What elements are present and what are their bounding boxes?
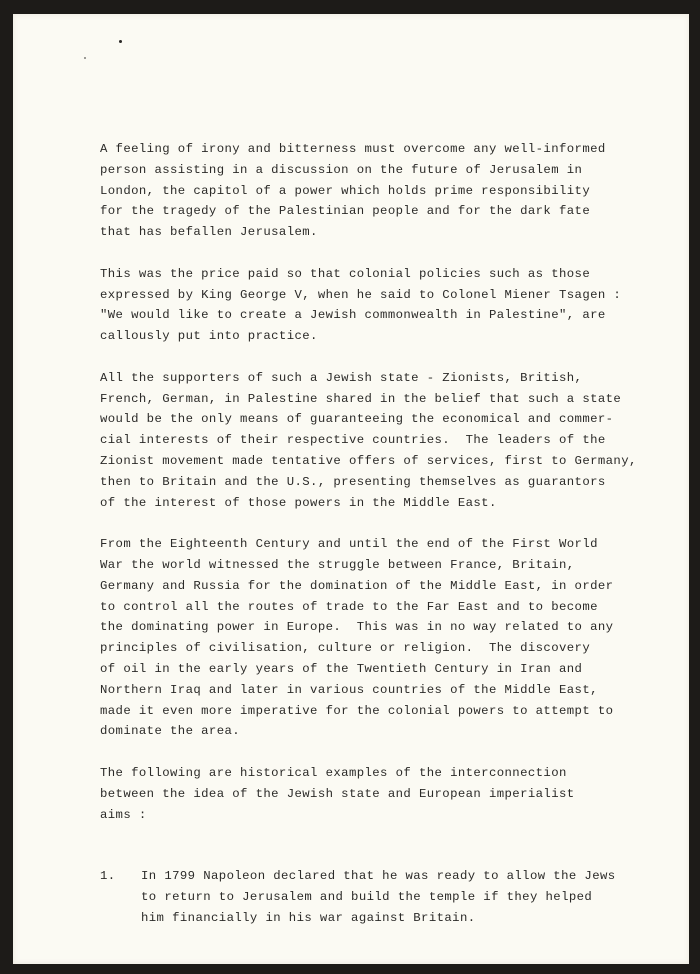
text-line: In 1799 Napoleon declared that he was ready to allow the Jews <box>141 869 616 884</box>
text-line: principles of civilisation, culture or religion. The discovery <box>100 641 591 656</box>
numbered-list-item <box>100 866 670 928</box>
text-line: Germany and Russia for the domination of the Middle East, in order <box>100 578 614 593</box>
text-line: to control all the routes of trade to the Far East and to become <box>100 599 598 614</box>
text-line: A feeling of irony and bitterness must overcome any well-informed <box>100 142 606 156</box>
text-line: cial interests of their respective countries. The leaders of the <box>100 433 606 448</box>
ink-speck <box>84 57 86 59</box>
paragraph <box>100 139 670 243</box>
text-line: War the world witnessed the struggle between France, Britain, <box>100 557 575 572</box>
text-line: The following are historical examples of the interconnection <box>100 765 567 780</box>
text-line: that has befallen Jerusalem. <box>100 225 318 240</box>
list-number: 1. <box>100 869 116 884</box>
text-line: From the Eighteenth Century and until the end of the First World <box>100 537 598 552</box>
text-line: Zionist movement made tentative offers of services, first to Germany, <box>100 453 637 468</box>
text-line: then to Britain and the U.S., presenting themselves as guarantors <box>100 474 606 489</box>
text-line: to return to Jerusalem and build the temple if they helped <box>141 890 593 905</box>
paragraph <box>100 763 670 825</box>
text-line: callously put into practice. <box>100 329 318 344</box>
text-line: the dominating power in Europe. This was in no way related to any <box>100 620 614 635</box>
text-line: of oil in the early years of the Twentieth Century in Iran and <box>100 661 583 676</box>
list-item-body <box>141 866 670 928</box>
text-line: aims : <box>100 807 147 822</box>
text-line: of the interest of those powers in the Middle East. <box>100 495 497 510</box>
paragraph <box>100 534 670 742</box>
text-line: made it even more imperative for the colonial powers to attempt to <box>100 703 614 718</box>
text-line: French, German, in Palestine shared in the belief that such a state <box>100 391 622 406</box>
paragraph <box>100 368 670 514</box>
paragraph <box>100 264 670 347</box>
text-line: All the supporters of such a Jewish state - Zionists, British, <box>100 370 583 385</box>
text-line: for the tragedy of the Palestinian people and for the dark fate <box>100 204 591 219</box>
document-body <box>100 139 670 929</box>
text-line: between the idea of the Jewish state and European imperialist <box>100 786 575 801</box>
text-line: him financially in his war against Britain. <box>141 910 476 925</box>
text-line: This was the price paid so that colonial policies such as those <box>100 266 591 281</box>
text-line: "We would like to create a Jewish commonwealth in Palestine", are <box>100 308 606 323</box>
text-line: London, the capitol of a power which holds prime responsibility <box>100 183 591 198</box>
text-line: Northern Iraq and later in various countries of the Middle East, <box>100 682 598 697</box>
text-line: dominate the area. <box>100 724 241 739</box>
document-page <box>13 14 689 964</box>
text-line: person assisting in a discussion on the future of Jerusalem in <box>100 162 583 177</box>
text-line: would be the only means of guaranteeing the economical and commer- <box>100 412 614 427</box>
text-line: expressed by King George V, when he said to Colonel Miener Tsagen : <box>100 287 622 302</box>
ink-speck <box>119 40 122 43</box>
